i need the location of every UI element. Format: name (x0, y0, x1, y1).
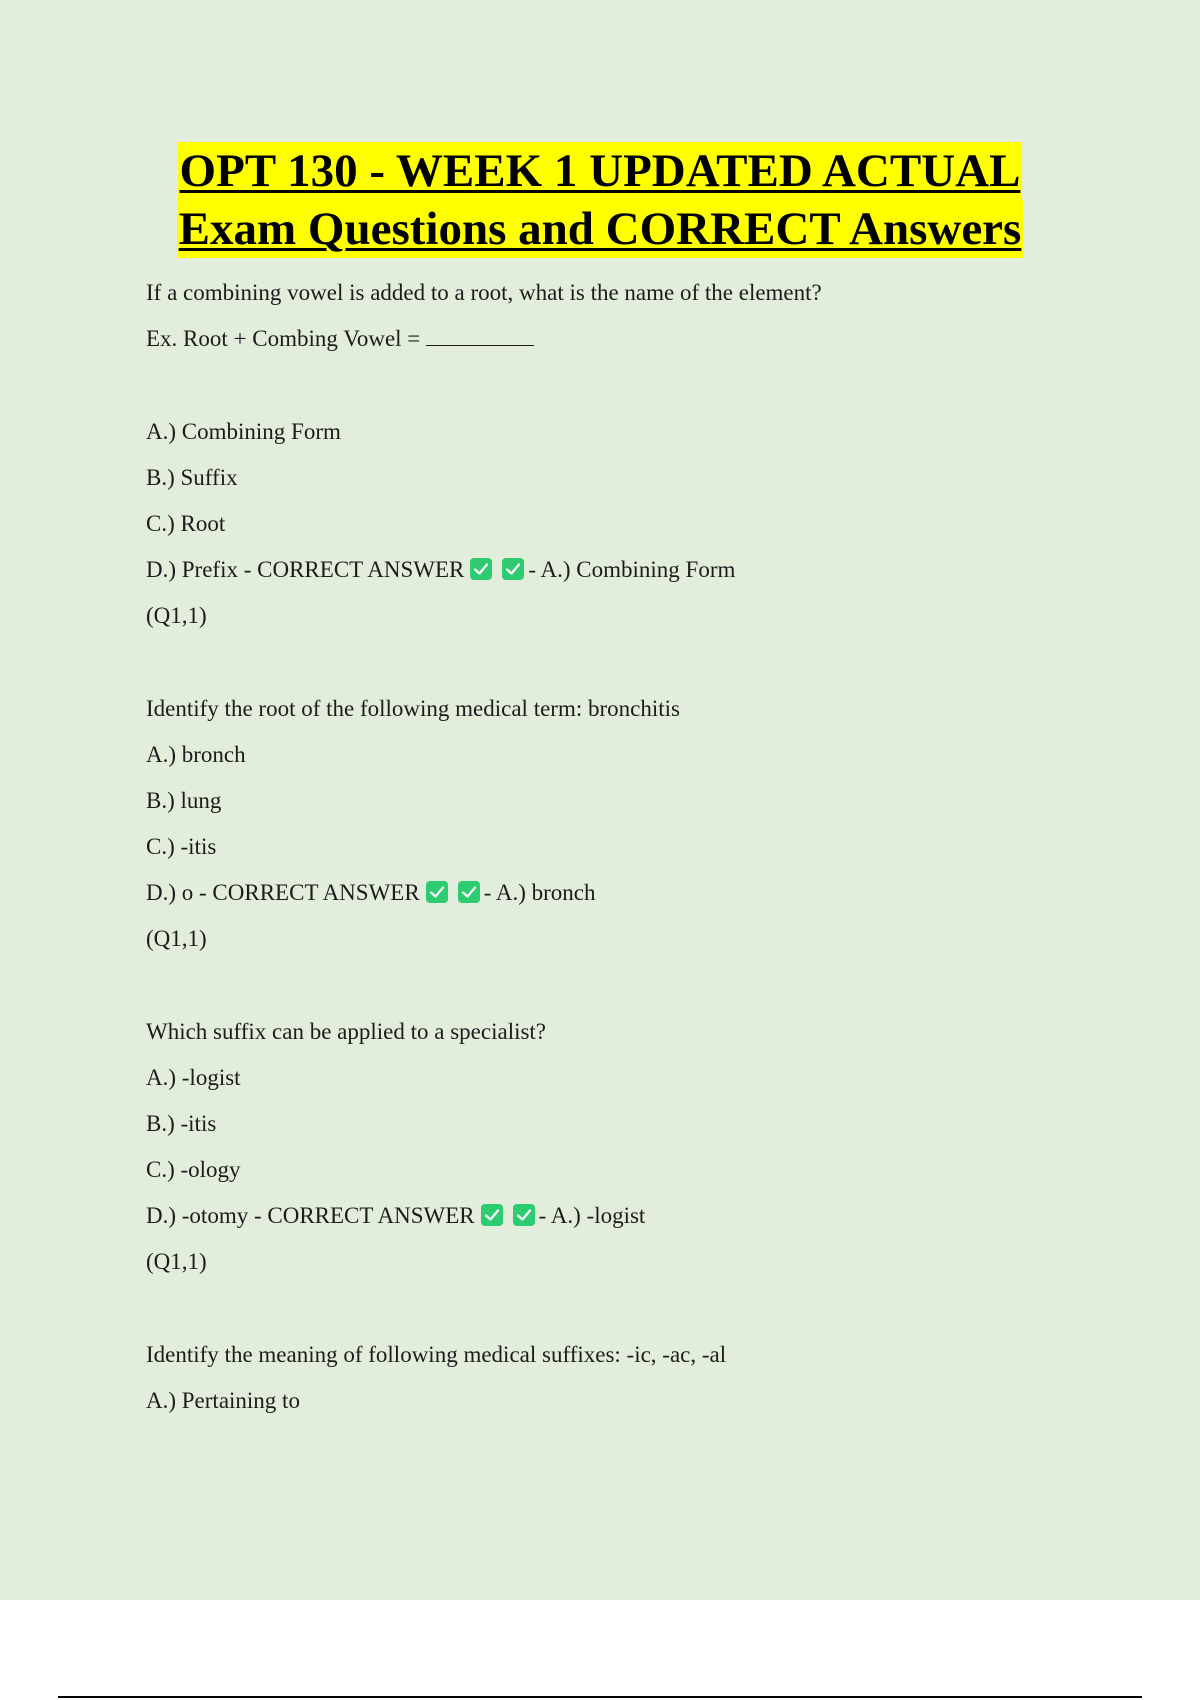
question-3-option-a: A.) -logist (146, 1065, 241, 1090)
question-1-option-b: B.) Suffix (146, 465, 238, 490)
question-1-option-c: C.) Root (146, 511, 226, 536)
question-3-option-b: B.) -itis (146, 1111, 217, 1136)
option-d-text: D.) Prefix - CORRECT ANSWER (146, 557, 465, 582)
question-2-text: Identify the root of the following medical term: bronchitis (146, 696, 680, 721)
title-line-2: Exam Questions and CORRECT Answers (177, 200, 1024, 258)
question-2-option-b: B.) lung (146, 788, 222, 813)
check-mark-icon (513, 1204, 535, 1226)
question-2-option-d-answer (146, 870, 1086, 916)
option-d-text: D.) o - CORRECT ANSWER (146, 880, 420, 905)
question-1-example (146, 316, 1086, 362)
footer-divider (58, 1696, 1142, 1698)
check-mark-icon (502, 558, 524, 580)
correct-answer-text: - A.) bronch (483, 880, 596, 905)
correct-answer-text: - A.) Combining Form (528, 557, 736, 582)
question-1-text: If a combining vowel is added to a root, what is the name of the element? (146, 280, 822, 305)
check-mark-icon (470, 558, 492, 580)
example-text: Ex. Root + Combing Vowel = (146, 326, 421, 351)
question-3-option-d-answer (146, 1193, 1086, 1239)
question-2-option-a: A.) bronch (146, 742, 246, 767)
document-title (0, 142, 1200, 258)
option-d-text: D.) -otomy - CORRECT ANSWER (146, 1203, 475, 1228)
check-mark-icon (481, 1204, 503, 1226)
question-2-ref: (Q1,1) (146, 926, 207, 951)
question-list (146, 270, 1086, 1424)
question-2-option-c: C.) -itis (146, 834, 217, 859)
question-3-option-c: C.) -ology (146, 1157, 241, 1182)
correct-answer-text: - A.) -logist (538, 1203, 646, 1228)
title-line-1: OPT 130 - WEEK 1 UPDATED ACTUAL (178, 142, 1023, 200)
question-4-option-a: A.) Pertaining to (146, 1388, 300, 1413)
question-1-ref: (Q1,1) (146, 603, 207, 628)
question-1-option-d-answer (146, 547, 1086, 593)
question-1-option-a: A.) Combining Form (146, 419, 341, 444)
fill-in-blank (426, 321, 534, 346)
check-mark-icon (426, 881, 448, 903)
question-4-text: Identify the meaning of following medical suffixes: -ic, -ac, -al (146, 1342, 727, 1367)
check-mark-icon (458, 881, 480, 903)
question-3-text: Which suffix can be applied to a specialist? (146, 1019, 547, 1044)
question-3-ref: (Q1,1) (146, 1249, 207, 1274)
